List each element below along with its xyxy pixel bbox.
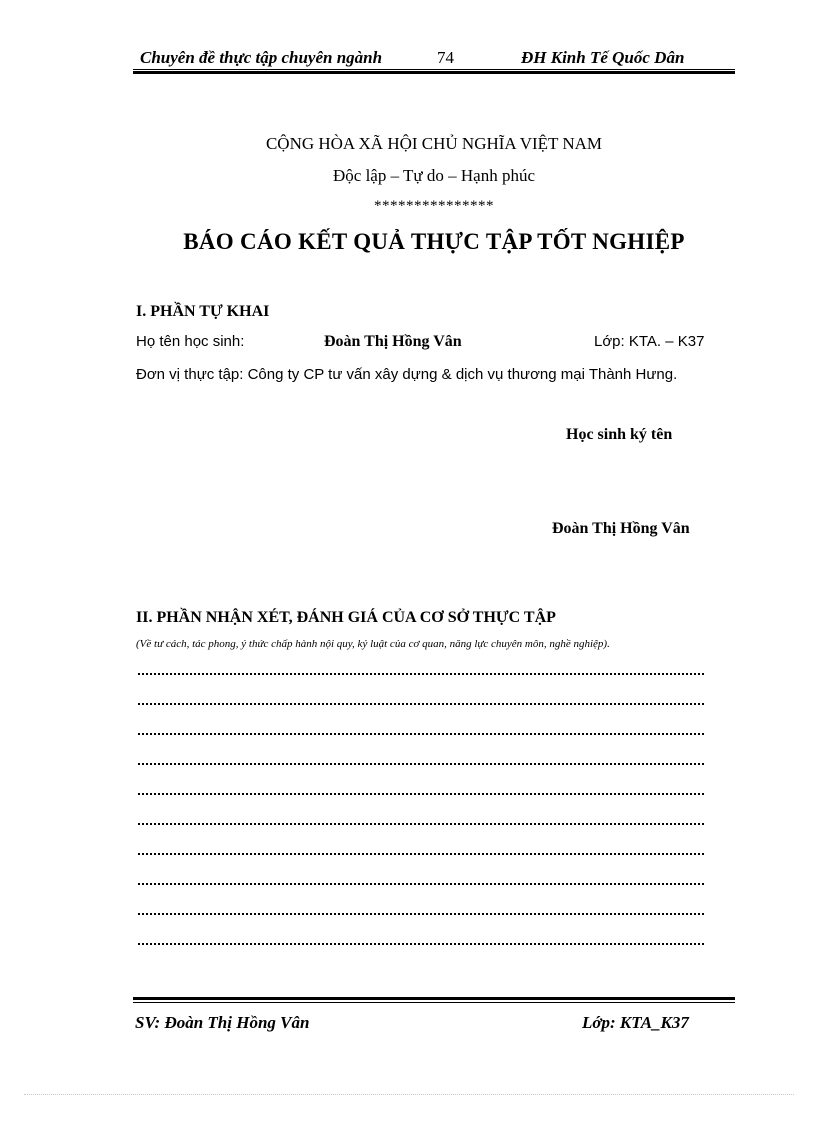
dotted-line xyxy=(138,763,704,765)
header-university: ĐH Kinh Tế Quốc Dân xyxy=(521,48,685,67)
footer-rule-thin xyxy=(133,1002,735,1003)
header-rule-thick xyxy=(133,71,735,74)
header-course-title: Chuyên đề thực tập chuyên ngành xyxy=(140,48,383,67)
section-2-note: (Về tư cách, tác phong, ý thức chấp hành nội quy, kỷ luật của cơ quan, năng lực chuyên môn, nghề nghiệp). xyxy=(136,638,610,650)
signer-name: Đoàn Thị Hồng Vân xyxy=(552,520,690,537)
report-title: BÁO CÁO KẾT QUẢ THỰC TẬP TỐT NGHIỆP xyxy=(183,229,685,254)
student-name-value: Đoàn Thị Hồng Vân xyxy=(324,333,462,350)
motto: Độc lập – Tự do – Hạnh phúc xyxy=(333,166,535,185)
nation-heading: CỘNG HÒA XÃ HỘI CHỦ NGHĨA VIỆT NAM xyxy=(265,134,603,153)
footer-rule-thick xyxy=(133,997,735,1000)
star-divider: *************** xyxy=(374,198,494,214)
header-rule-thin xyxy=(133,69,735,70)
dotted-line xyxy=(138,883,704,885)
footer-student: SV: Đoàn Thị Hồng Vân xyxy=(135,1013,310,1032)
section-2-heading: II. PHẦN NHẬN XÉT, ĐÁNH GIÁ CỦA CƠ SỞ THỰC TẬP xyxy=(136,609,556,626)
dotted-line xyxy=(138,733,704,735)
header-page-number: 74 xyxy=(437,48,454,67)
dotted-line xyxy=(138,703,704,705)
dotted-line xyxy=(138,913,704,915)
student-name-label: Họ tên học sinh: xyxy=(136,333,245,350)
dotted-line xyxy=(138,673,704,675)
dotted-line xyxy=(138,823,704,825)
dotted-line xyxy=(138,943,704,945)
page-bottom-dotted-border xyxy=(24,1094,794,1095)
signature-label: Học sinh ký tên xyxy=(566,426,673,443)
section-1-heading: I. PHẦN TỰ KHAI xyxy=(136,303,270,320)
class-info: Lớp: KTA. – K37 xyxy=(594,333,705,350)
dotted-line xyxy=(138,793,704,795)
dotted-line xyxy=(138,853,704,855)
internship-unit: Đơn vị thực tập: Công ty CP tư vấn xây dựng & dịch vụ thương mại Thành Hưng. xyxy=(136,366,678,383)
footer-class: Lớp: KTA_K37 xyxy=(582,1013,689,1032)
